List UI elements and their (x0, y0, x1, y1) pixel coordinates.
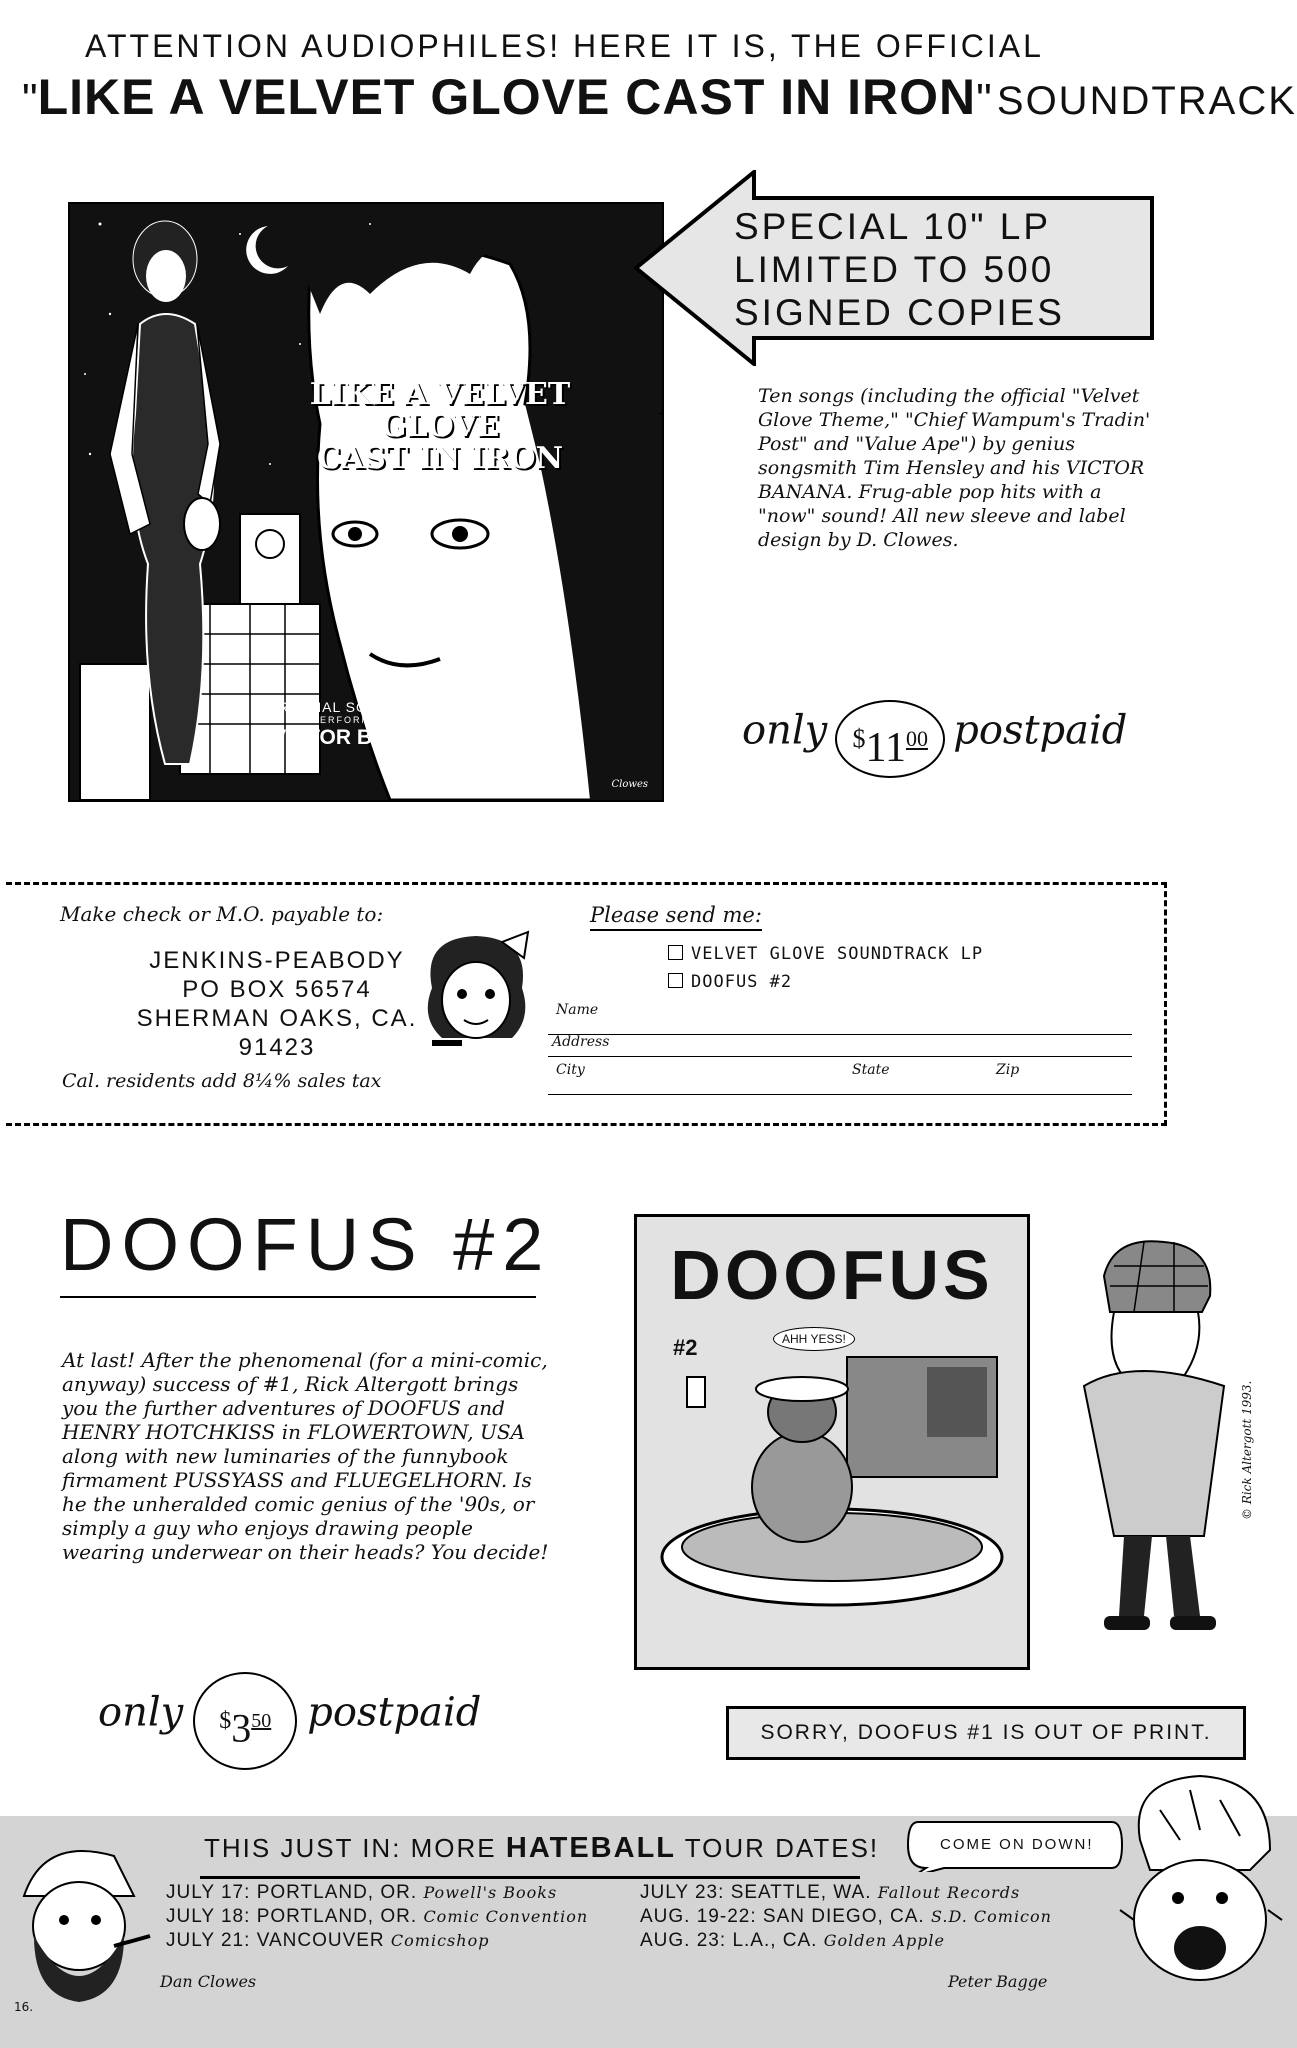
album-cover (68, 202, 664, 802)
doofus-title-rule (60, 1296, 536, 1298)
lp-sign-text: SPECIAL 10" LP LIMITED TO 500 SIGNED COPIES (734, 206, 1065, 333)
tour-date-row: AUG. 19-22: SAN DIEGO, CA. S.D. Comicon (640, 1906, 1052, 1927)
credit-left: Dan Clowes (160, 1972, 257, 1991)
lp-price-badge: $^{\$}11^{00}$ (835, 700, 945, 778)
header-intro: ATTENTION AUDIOPHILES! HERE IT IS, THE OFFICIAL (85, 28, 1044, 64)
album-title: LIKE A VELVET GLOVE CAST IN IRON (309, 377, 571, 476)
zip-field-label: Zip (996, 1062, 1020, 1078)
lp-price: only $^{\$}11^{00}$ postpaid (742, 700, 1127, 778)
tour-title: THIS JUST IN: MORE HATEBALL TOUR DATES! (204, 1832, 880, 1864)
checkbox-lp[interactable] (668, 945, 683, 960)
address-field-line[interactable] (548, 1056, 1132, 1057)
cartoon-man-icon (1074, 1236, 1230, 1646)
mailing-address: JENKINS-PEABODY PO BOX 56574 SHERMAN OAKS, CA. 91423 (136, 947, 418, 1061)
state-field-label: State (852, 1062, 890, 1078)
girl-mascot-icon (412, 928, 540, 1058)
tour-date-row: JULY 21: VANCOUVER Comicshop (166, 1930, 490, 1951)
doofus-price: only $^{\$}3^{50}$ postpaid (98, 1672, 481, 1770)
album-subtitle: ORIGINAL SOUNDTRACK (266, 699, 454, 715)
screaming-man-icon (1100, 1770, 1290, 2000)
doofus-price-badge: $^{\$}3^{50}$ (193, 1672, 297, 1770)
sales-tax-note: Cal. residents add 8¼% sales tax (62, 1070, 382, 1092)
name-field-label: Name (556, 1002, 599, 1018)
doofus-cover (634, 1214, 1030, 1670)
address-field-label: Address (552, 1034, 610, 1050)
credit-right: Peter Bagge (948, 1972, 1048, 1991)
make-check-label: Make check or M.O. payable to: (60, 902, 384, 926)
album-signature: Clowes (611, 779, 648, 790)
album-artist: VICTOR BANANA (272, 726, 448, 749)
please-send-label: Please send me: (590, 903, 762, 931)
city-field-line[interactable] (548, 1094, 1132, 1095)
tour-date-row: AUG. 23: L.A., CA. Golden Apple (640, 1930, 946, 1951)
copyright-note: © Rick Altergott 1993. (1240, 1380, 1254, 1520)
bearded-man-icon (4, 1836, 154, 2006)
out-of-print-notice: SORRY, DOOFUS #1 IS OUT OF PRINT. (726, 1706, 1246, 1760)
album-performed-by: PERFORMED BY (311, 715, 408, 725)
speech-bubble-text: COME ON DOWN! (940, 1836, 1094, 1853)
name-field-line[interactable] (548, 1034, 1132, 1035)
order-option-doofus[interactable]: DOOFUS #2 (668, 972, 792, 992)
tour-title-rule (200, 1876, 860, 1879)
header-title-row: "LIKE A VELVET GLOVE CAST IN IRON" SOUNDTRACK (22, 69, 1297, 125)
tour-date-row: JULY 18: PORTLAND, OR. Comic Convention (166, 1906, 589, 1927)
lp-description: Ten songs (including the official "Velvet Glove Theme," "Chief Wampum's Tradin' Post" and "Value Ape") by genius songsmith Tim Hensley and his VICTOR BANANA. Frug-able pop hits with a "now" sound! All new sleeve and label design by D. Clowes. (758, 385, 1151, 551)
order-option-lp[interactable]: VELVET GLOVE SOUNDTRACK LP (668, 944, 983, 964)
page-number: 16. (14, 2000, 34, 2014)
tour-date-row: JULY 23: SEATTLE, WA. Fallout Records (640, 1882, 1021, 1903)
doofus-title: DOOFUS #2 (60, 1203, 552, 1286)
city-field-label: City (556, 1062, 585, 1078)
soundtrack-title: LIKE A VELVET GLOVE CAST IN IRON (37, 69, 977, 125)
cover-speech-bubble: AHH YESS! (773, 1327, 855, 1351)
moon-icon (246, 226, 288, 274)
tour-date-row: JULY 17: PORTLAND, OR. Powell's Books (166, 1882, 558, 1903)
soundtrack-word: SOUNDTRACK (996, 79, 1297, 123)
checkbox-doofus[interactable] (668, 973, 683, 988)
cover-logo: DOOFUS (670, 1236, 994, 1314)
cover-issue-number: #2 (673, 1335, 698, 1360)
doofus-description: At last! After the phenomenal (for a mini-comic, anyway) success of #1, Rick Altergott brings you the further adventures of DOOFUS and HENRY HOTCHKISS in FLOWERTOWN, USA along with new luminaries of the funnybook firmament PUSSYASS and FLUEGELHORN. Is he the unheralded comic genius of the '90s, or simply a guy who enjoys drawing people wearing underwear on their heads? You decide! (62, 1348, 549, 1564)
